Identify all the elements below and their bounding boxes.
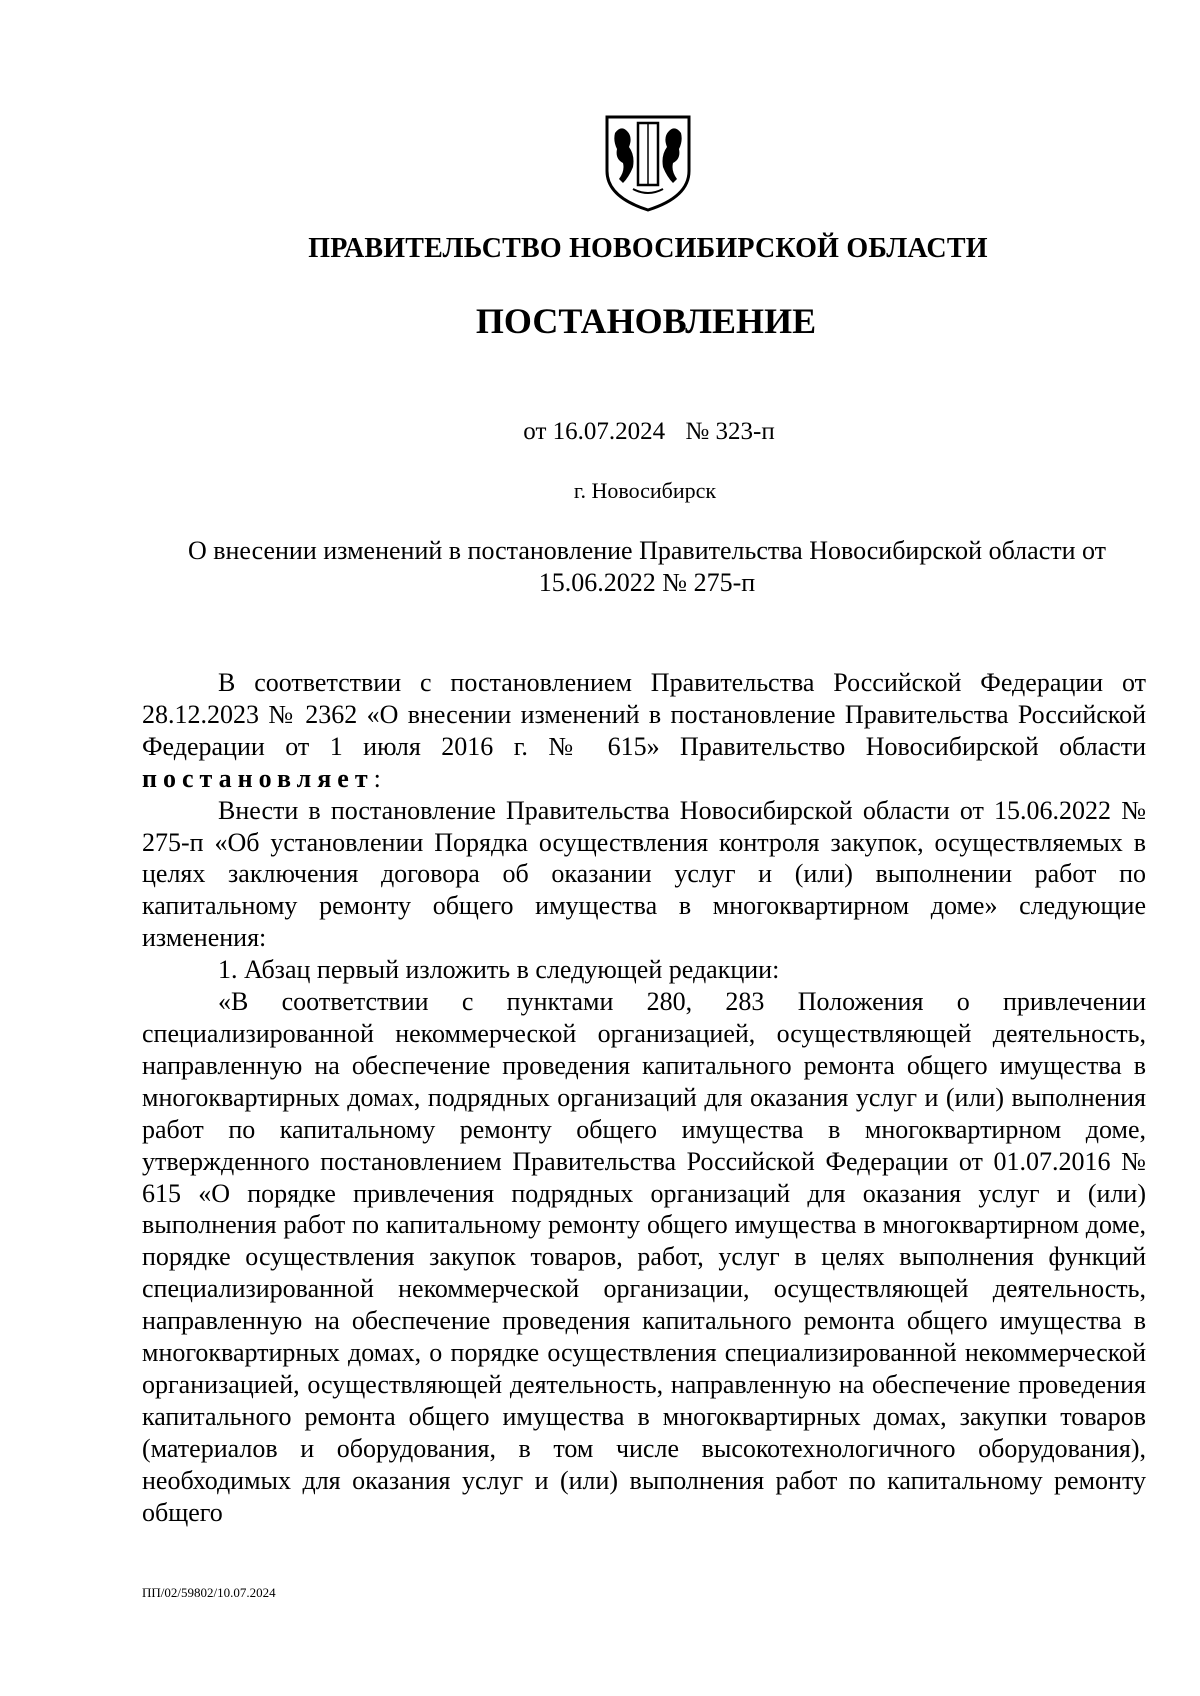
item-1-paragraph: 1. Абзац первый изложить в следующей редакции: xyxy=(218,955,780,985)
document-date: от 16.07.2024 xyxy=(523,418,666,445)
document-number: № 323-п xyxy=(685,418,775,445)
document-type: ПОСТАНОВЛЕНИЕ xyxy=(475,301,817,341)
footer-document-code: ПП/02/59802/10.07.2024 xyxy=(142,1585,276,1600)
quoted-paragraph: «В соответствии с пунктами 280, 283 Положения о привлечении специализированной некоммерческой организацией, осуществляющей деятельность, направленную на обеспечение проведения капитального ремонта общего имущества в многоквартирных домах, подрядных организаций для оказания услуг и (или) выполнения работ по капитальному ремонту общего имущества в многоквартирном доме, утвержденного постановлением Правительства Российской Федерации от 01.07.2016 № 615 «О порядке привлечения подрядных организаций для оказания услуг и (или) выполнения работ по капитальному ремонту общего имущества в многоквартирном доме, порядке осуществления закупок товаров, работ, услуг в целях выполнения функций специализированной некоммерческой организации, осуществляющей деятельность, направленную на обеспечение проведения капитального ремонта общего имущества в многоквартирных домах, о порядке осуществления специализированной некоммерческой организацией, осуществляющей деятельность, направленную на обеспечение проведения капитального ремонта общего имущества в многоквартирных домах, закупки товаров (материалов и оборудования, в том числе высокотехнологичного оборудования), необходимых для оказания услуг и (или) выполнения работ по капитальному ремонту общего xyxy=(142,987,1146,1527)
government-name: ПРАВИТЕЛЬСТВО НОВОСИБИРСКОЙ ОБЛАСТИ xyxy=(308,233,988,264)
document-title: О внесении изменений в постановление Правительства Новосибирской области от 15.06.2022 № 275-п xyxy=(187,536,1107,597)
document-body xyxy=(142,667,1146,1528)
resolves-colon: : xyxy=(373,763,381,793)
date-number-line xyxy=(0,418,1200,446)
novosibirsk-coat-of-arms-icon xyxy=(603,113,693,213)
amend-paragraph: Внести в постановление Правительства Новосибирской области от 15.06.2022 № 275-п «Об установлении Порядка осуществления контроля закупок, осуществляемых в целях заключения договора об оказании услуг и (или) выполнении работ по капитальному ремонту общего имущества в многоквартирном доме» следующие изменения: xyxy=(142,795,1146,953)
preamble-text: В соответствии с постановлением Правительства Российской Федерации от 28.12.2023 № 2362 «О внесении изменений в постановление Правительства Российской Федерации от 1 июля 2016 г. № 615» Правительство Новосибирской области xyxy=(142,668,1146,761)
city: г. Новосибирск xyxy=(573,478,717,503)
resolves-word: постановляет xyxy=(142,763,374,793)
preamble-paragraph xyxy=(142,667,1146,795)
